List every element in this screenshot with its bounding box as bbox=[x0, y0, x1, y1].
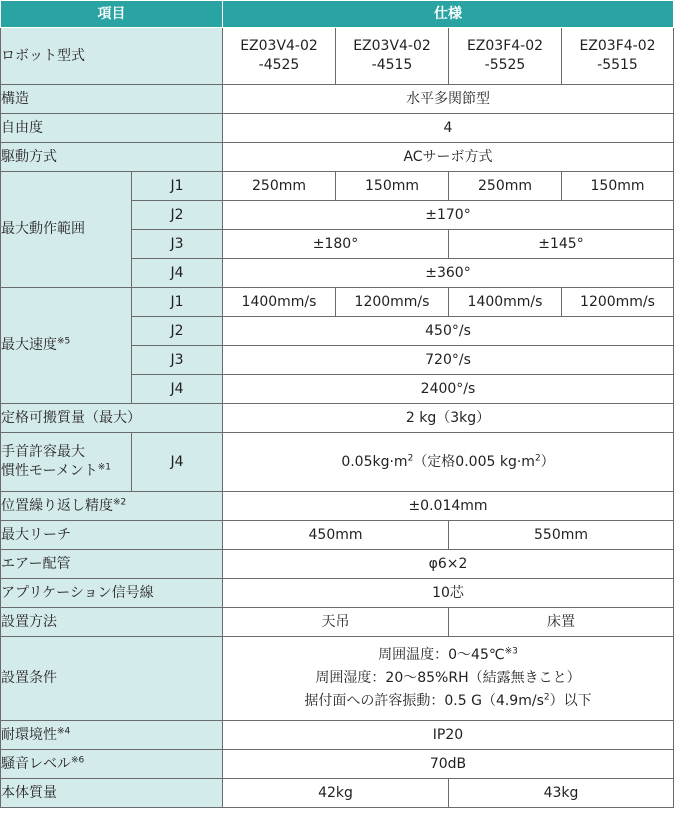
model-4 bbox=[562, 28, 674, 85]
header-spec: 仕様 bbox=[223, 1, 674, 28]
row-air bbox=[1, 550, 674, 579]
model-1 bbox=[223, 28, 336, 85]
range-label: 最大動作範囲 bbox=[1, 172, 132, 288]
speed-j1-v2: 1200mm/s bbox=[336, 288, 449, 317]
inertia-axis: J4 bbox=[132, 433, 223, 492]
row-mass bbox=[1, 779, 674, 808]
environment-line1-text: 周囲温度：0～45℃ bbox=[378, 647, 505, 663]
range-j2-value: ±170° bbox=[223, 201, 674, 230]
repeatability-label bbox=[1, 492, 223, 521]
row-protection bbox=[1, 721, 674, 750]
environment-line3 bbox=[223, 690, 673, 713]
row-reach bbox=[1, 521, 674, 550]
reach-v2: 550mm bbox=[449, 521, 674, 550]
speed-j1-v3: 1400mm/s bbox=[449, 288, 562, 317]
mass-label: 本体質量 bbox=[1, 779, 223, 808]
model-4-line1: EZ03F4-02 bbox=[579, 38, 656, 55]
model-1-line2: -4525 bbox=[258, 57, 300, 73]
repeatability-label-text: 位置繰り返し精度 bbox=[1, 497, 113, 514]
model-3-line1: EZ03F4-02 bbox=[466, 38, 544, 55]
signal-value: 10芯 bbox=[223, 579, 674, 608]
drive-label: 駆動方式 bbox=[1, 143, 223, 172]
inertia-note: ※1 bbox=[97, 462, 112, 473]
range-j1-axis: J1 bbox=[132, 172, 223, 201]
protection-label-text: 耐環境性 bbox=[1, 726, 57, 743]
inertia-label-line1: 手首許容最大 bbox=[1, 444, 85, 461]
noise-label-text: 騒音レベル bbox=[1, 755, 71, 772]
row-structure bbox=[1, 85, 674, 114]
speed-label bbox=[1, 288, 132, 404]
inertia-value-a: 0.05kg·m bbox=[341, 453, 408, 470]
mounting-v1: 天吊 bbox=[223, 608, 449, 637]
protection-value: IP20 bbox=[223, 721, 674, 750]
model-3 bbox=[449, 28, 562, 85]
noise-label bbox=[1, 750, 223, 779]
model-label: ロボット型式 bbox=[1, 28, 223, 85]
environment-value bbox=[223, 637, 674, 721]
speed-j3-axis: J3 bbox=[132, 346, 223, 375]
model-1-line1: EZ03V4-02 bbox=[240, 38, 318, 55]
speed-j2-axis: J2 bbox=[132, 317, 223, 346]
air-label: エアー配管 bbox=[1, 550, 223, 579]
row-speed-j1 bbox=[1, 288, 674, 317]
structure-label: 構造 bbox=[1, 85, 223, 114]
range-j3-axis: J3 bbox=[132, 230, 223, 259]
protection-note: ※4 bbox=[57, 725, 71, 736]
payload-label: 定格可搬質量（最大） bbox=[1, 404, 223, 433]
inertia-sup1: 2 bbox=[407, 452, 414, 463]
signal-label: アプリケーション信号線 bbox=[1, 579, 223, 608]
speed-j1-axis: J1 bbox=[132, 288, 223, 317]
structure-value: 水平多関節型 bbox=[223, 85, 674, 114]
speed-j4-value: 2400°/s bbox=[223, 375, 674, 404]
range-j1-v1: 250mm bbox=[223, 172, 336, 201]
environment-label: 設置条件 bbox=[1, 637, 223, 721]
range-j4-axis: J4 bbox=[132, 259, 223, 288]
header-item: 項目 bbox=[1, 1, 223, 28]
row-environment bbox=[1, 637, 674, 721]
noise-value: 70dB bbox=[223, 750, 674, 779]
row-range-j1 bbox=[1, 172, 674, 201]
inertia-label bbox=[1, 433, 132, 492]
protection-label bbox=[1, 721, 223, 750]
speed-j1-v1: 1400mm/s bbox=[223, 288, 336, 317]
speed-j2-value: 450°/s bbox=[223, 317, 674, 346]
inertia-value bbox=[223, 433, 674, 492]
noise-note: ※6 bbox=[71, 754, 85, 765]
reach-v1: 450mm bbox=[223, 521, 449, 550]
inertia-label-line2: 慣性モーメント bbox=[1, 463, 98, 479]
model-4-line2: -5515 bbox=[597, 57, 638, 73]
reach-label: 最大リーチ bbox=[1, 521, 223, 550]
header-row bbox=[1, 1, 674, 28]
row-model bbox=[1, 28, 674, 85]
model-2-line2: -4515 bbox=[371, 57, 413, 73]
inertia-value-c: ） bbox=[540, 453, 555, 470]
environment-line3-sup: 2 bbox=[543, 692, 550, 703]
air-value: φ6×2 bbox=[223, 550, 674, 579]
range-j1-v3: 250mm bbox=[449, 172, 562, 201]
model-2-line1: EZ03V4-02 bbox=[353, 38, 431, 55]
range-j2-axis: J2 bbox=[132, 201, 223, 230]
speed-j4-axis: J4 bbox=[132, 375, 223, 404]
row-inertia bbox=[1, 433, 674, 492]
row-noise bbox=[1, 750, 674, 779]
speed-label-text: 最大速度 bbox=[1, 337, 57, 354]
range-j1-v2: 150mm bbox=[336, 172, 449, 201]
payload-value: 2 kg（3kg） bbox=[223, 404, 674, 433]
dof-value: 4 bbox=[223, 114, 674, 143]
environment-line2: 周囲湿度：20～85%RH（結露無きこと） bbox=[315, 670, 581, 686]
row-dof bbox=[1, 114, 674, 143]
environment-line1 bbox=[223, 644, 673, 667]
speed-j1-v4: 1200mm/s bbox=[562, 288, 674, 317]
model-2 bbox=[336, 28, 449, 85]
mass-v2: 43kg bbox=[449, 779, 674, 808]
row-repeatability bbox=[1, 492, 674, 521]
model-3-line2: -5525 bbox=[484, 57, 526, 73]
row-drive bbox=[1, 143, 674, 172]
repeatability-note: ※2 bbox=[113, 496, 127, 507]
mass-v1: 42kg bbox=[223, 779, 449, 808]
range-j3-v2: ±145° bbox=[449, 230, 674, 259]
environment-note: ※3 bbox=[504, 646, 518, 657]
row-payload bbox=[1, 404, 674, 433]
drive-value: ACサーボ方式 bbox=[223, 143, 674, 172]
row-mounting bbox=[1, 608, 674, 637]
mounting-label: 設置方法 bbox=[1, 608, 223, 637]
mounting-v2: 床置 bbox=[449, 608, 674, 637]
environment-line3-a: 据付面への許容振動：0.5 G（4.9m/s bbox=[304, 693, 544, 709]
range-j4-value: ±360° bbox=[223, 259, 674, 288]
speed-j3-value: 720°/s bbox=[223, 346, 674, 375]
environment-line3-b: ）以下 bbox=[549, 693, 592, 709]
repeatability-value: ±0.014mm bbox=[223, 492, 674, 521]
inertia-label-line2-wrap bbox=[1, 462, 131, 481]
row-signal bbox=[1, 579, 674, 608]
inertia-value-b: （定格0.005 kg·m bbox=[413, 453, 535, 470]
speed-note: ※5 bbox=[57, 336, 71, 347]
dof-label: 自由度 bbox=[1, 114, 223, 143]
range-j1-v4: 150mm bbox=[562, 172, 674, 201]
range-j3-v1: ±180° bbox=[223, 230, 449, 259]
inertia-sup2: 2 bbox=[534, 452, 541, 463]
